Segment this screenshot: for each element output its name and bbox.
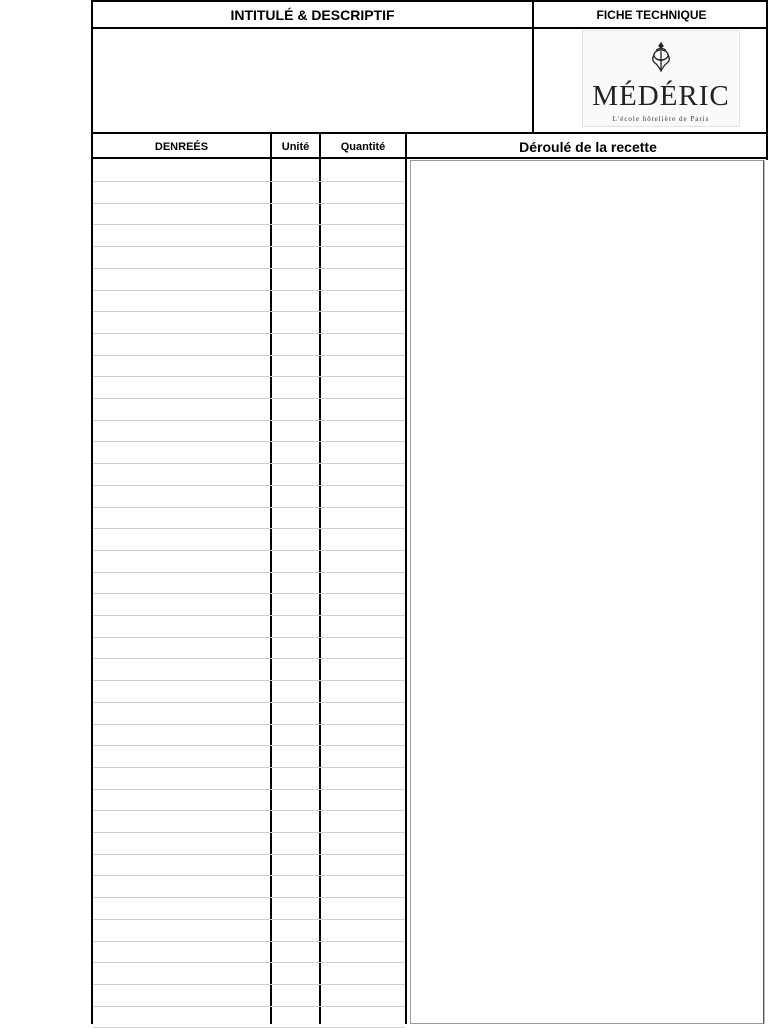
quantite-cell[interactable] xyxy=(321,464,405,485)
denree-cell[interactable] xyxy=(93,854,270,875)
unite-cell[interactable] xyxy=(272,486,319,507)
ingredient-table xyxy=(93,160,405,1024)
table-row xyxy=(93,941,405,963)
quantite-cell[interactable] xyxy=(321,377,405,398)
quantite-cell[interactable] xyxy=(321,789,405,810)
quantite-cell[interactable] xyxy=(321,572,405,593)
quantite-cell[interactable] xyxy=(321,247,405,268)
quantite-cell[interactable] xyxy=(321,399,405,420)
quantite-cell[interactable] xyxy=(321,746,405,767)
quantite-cell[interactable] xyxy=(321,898,405,919)
unite-cell[interactable] xyxy=(272,507,319,528)
quantite-cell[interactable] xyxy=(321,659,405,680)
denree-cell[interactable] xyxy=(93,529,270,550)
denree-cell[interactable] xyxy=(93,420,270,441)
quantite-cell[interactable] xyxy=(321,290,405,311)
table-row xyxy=(93,269,405,291)
unite-cell[interactable] xyxy=(272,703,319,724)
denree-cell[interactable] xyxy=(93,551,270,572)
quantite-cell[interactable] xyxy=(321,355,405,376)
quantite-cell[interactable] xyxy=(321,985,405,1006)
denree-cell[interactable] xyxy=(93,659,270,680)
denree-cell[interactable] xyxy=(93,486,270,507)
unite-cell[interactable] xyxy=(272,160,319,181)
table-row xyxy=(93,898,405,920)
quantite-cell[interactable] xyxy=(321,920,405,941)
table-row xyxy=(93,789,405,811)
denree-cell[interactable] xyxy=(93,920,270,941)
unite-cell[interactable] xyxy=(272,399,319,420)
unite-cell[interactable] xyxy=(272,876,319,897)
unite-cell[interactable] xyxy=(272,203,319,224)
table-row xyxy=(93,464,405,486)
unite-cell[interactable] xyxy=(272,442,319,463)
table-row xyxy=(93,724,405,746)
table-row xyxy=(93,182,405,204)
denree-cell[interactable] xyxy=(93,811,270,832)
unite-cell[interactable] xyxy=(272,355,319,376)
table-row xyxy=(93,963,405,985)
table-row xyxy=(93,594,405,616)
denree-cell[interactable] xyxy=(93,182,270,203)
denree-cell[interactable] xyxy=(93,724,270,745)
title-logo-divider xyxy=(532,0,534,134)
quantite-cell[interactable] xyxy=(321,724,405,745)
fiche-technique-label: FICHE TECHNIQUE xyxy=(596,7,707,22)
table-row xyxy=(93,1006,405,1028)
quantite-cell[interactable] xyxy=(321,637,405,658)
denree-cell[interactable] xyxy=(93,312,270,333)
recipe-steps-field[interactable] xyxy=(410,160,764,1024)
unite-cell[interactable] xyxy=(272,963,319,984)
unite-cell[interactable] xyxy=(272,985,319,1006)
quantite-cell[interactable] xyxy=(321,1006,405,1027)
quantite-cell[interactable] xyxy=(321,681,405,702)
unite-cell[interactable] xyxy=(272,833,319,854)
quantite-cell[interactable] xyxy=(321,833,405,854)
denree-cell[interactable] xyxy=(93,768,270,789)
denree-cell[interactable] xyxy=(93,442,270,463)
table-row xyxy=(93,203,405,225)
table-row xyxy=(93,768,405,790)
unite-cell[interactable] xyxy=(272,768,319,789)
denree-cell[interactable] xyxy=(93,637,270,658)
intitule-descriptif-label: INTITULÉ & DESCRIPTIF xyxy=(230,6,395,23)
table-row xyxy=(93,290,405,312)
denree-cell[interactable] xyxy=(93,247,270,268)
denree-cell[interactable] xyxy=(93,290,270,311)
title-description-field[interactable] xyxy=(93,29,532,132)
quantite-cell[interactable] xyxy=(321,269,405,290)
denree-cell[interactable] xyxy=(93,572,270,593)
denree-cell[interactable] xyxy=(93,399,270,420)
table-row xyxy=(93,681,405,703)
unite-cell[interactable] xyxy=(272,572,319,593)
table-row xyxy=(93,637,405,659)
unite-cell[interactable] xyxy=(272,898,319,919)
table-row xyxy=(93,985,405,1007)
quantite-cell[interactable] xyxy=(321,182,405,203)
unite-cell[interactable] xyxy=(272,420,319,441)
quantite-cell[interactable] xyxy=(321,963,405,984)
quantite-deroule-divider xyxy=(405,134,407,1024)
quantite-cell[interactable] xyxy=(321,225,405,246)
quantite-cell[interactable] xyxy=(321,507,405,528)
quantite-cell[interactable] xyxy=(321,551,405,572)
denree-cell[interactable] xyxy=(93,833,270,854)
denree-cell[interactable] xyxy=(93,594,270,615)
table-row xyxy=(93,399,405,421)
table-row xyxy=(93,334,405,356)
quantite-cell[interactable] xyxy=(321,811,405,832)
unite-cell[interactable] xyxy=(272,746,319,767)
unite-cell[interactable] xyxy=(272,920,319,941)
denree-cell[interactable] xyxy=(93,160,270,181)
table-row xyxy=(93,616,405,638)
quantite-cell[interactable] xyxy=(321,334,405,355)
unite-cell[interactable] xyxy=(272,182,319,203)
quantite-cell[interactable] xyxy=(321,486,405,507)
denree-cell[interactable] xyxy=(93,203,270,224)
denree-cell[interactable] xyxy=(93,377,270,398)
table-row xyxy=(93,160,405,182)
denree-cell[interactable] xyxy=(93,507,270,528)
table-row xyxy=(93,811,405,833)
unite-cell[interactable] xyxy=(272,269,319,290)
unite-cell[interactable] xyxy=(272,312,319,333)
column-header-unite: Unité xyxy=(281,141,310,153)
table-row xyxy=(93,312,405,334)
quantite-cell[interactable] xyxy=(321,420,405,441)
unite-cell[interactable] xyxy=(272,290,319,311)
table-row xyxy=(93,442,405,464)
denree-cell[interactable] xyxy=(93,941,270,962)
unite-cell[interactable] xyxy=(272,637,319,658)
unite-cell[interactable] xyxy=(272,659,319,680)
unite-cell[interactable] xyxy=(272,377,319,398)
quantite-cell[interactable] xyxy=(321,594,405,615)
logo-tagline: L'école hôtelière de Paris xyxy=(612,115,710,123)
recipe-area-edge xyxy=(764,160,768,1024)
unite-cell[interactable] xyxy=(272,334,319,355)
denree-cell[interactable] xyxy=(93,876,270,897)
mederic-logo xyxy=(582,30,740,127)
denree-cell[interactable] xyxy=(93,269,270,290)
unite-cell[interactable] xyxy=(272,529,319,550)
quantite-cell[interactable] xyxy=(321,442,405,463)
table-row xyxy=(93,507,405,529)
column-header-denrees: DENREÉS xyxy=(154,141,209,153)
unite-cell[interactable] xyxy=(272,811,319,832)
unite-cell[interactable] xyxy=(272,247,319,268)
quantite-cell[interactable] xyxy=(321,616,405,637)
unite-cell[interactable] xyxy=(272,616,319,637)
table-row xyxy=(93,659,405,681)
denree-cell[interactable] xyxy=(93,789,270,810)
table-row xyxy=(93,746,405,768)
crest-icon xyxy=(648,41,674,80)
logo-wordmark: MÉDÉRIC xyxy=(592,80,730,112)
quantite-cell[interactable] xyxy=(321,703,405,724)
unite-cell[interactable] xyxy=(272,724,319,745)
unite-cell[interactable] xyxy=(272,854,319,875)
quantite-cell[interactable] xyxy=(321,203,405,224)
unite-cell[interactable] xyxy=(272,464,319,485)
denree-cell[interactable] xyxy=(93,703,270,724)
quantite-cell[interactable] xyxy=(321,529,405,550)
table-row xyxy=(93,920,405,942)
table-row xyxy=(93,703,405,725)
unite-cell[interactable] xyxy=(272,789,319,810)
table-row xyxy=(93,529,405,551)
unite-cell[interactable] xyxy=(272,681,319,702)
table-row xyxy=(93,420,405,442)
unite-cell[interactable] xyxy=(272,1006,319,1027)
quantite-cell[interactable] xyxy=(321,941,405,962)
unite-cell[interactable] xyxy=(272,941,319,962)
quantite-cell[interactable] xyxy=(321,768,405,789)
table-row xyxy=(93,377,405,399)
denree-cell[interactable] xyxy=(93,746,270,767)
unite-cell[interactable] xyxy=(272,551,319,572)
table-row xyxy=(93,572,405,594)
table-row xyxy=(93,876,405,898)
denree-cell[interactable] xyxy=(93,1006,270,1027)
denree-cell[interactable] xyxy=(93,355,270,376)
denree-cell[interactable] xyxy=(93,616,270,637)
denree-cell[interactable] xyxy=(93,985,270,1006)
column-header-deroule: Déroulé de la recette xyxy=(519,139,657,155)
table-row xyxy=(93,551,405,573)
denree-cell[interactable] xyxy=(93,464,270,485)
denree-cell[interactable] xyxy=(93,334,270,355)
denree-cell[interactable] xyxy=(93,898,270,919)
table-row xyxy=(93,854,405,876)
quantite-cell[interactable] xyxy=(321,312,405,333)
denree-cell[interactable] xyxy=(93,681,270,702)
table-row xyxy=(93,247,405,269)
column-header-quantite: Quantité xyxy=(340,141,386,153)
denree-cell[interactable] xyxy=(93,225,270,246)
columns-top-border xyxy=(91,132,768,134)
quantite-cell[interactable] xyxy=(321,854,405,875)
table-row xyxy=(93,355,405,377)
unite-cell[interactable] xyxy=(272,225,319,246)
quantite-cell[interactable] xyxy=(321,160,405,181)
unite-cell[interactable] xyxy=(272,594,319,615)
quantite-cell[interactable] xyxy=(321,876,405,897)
table-row xyxy=(93,486,405,508)
denree-cell[interactable] xyxy=(93,963,270,984)
table-row xyxy=(93,225,405,247)
table-row xyxy=(93,833,405,855)
